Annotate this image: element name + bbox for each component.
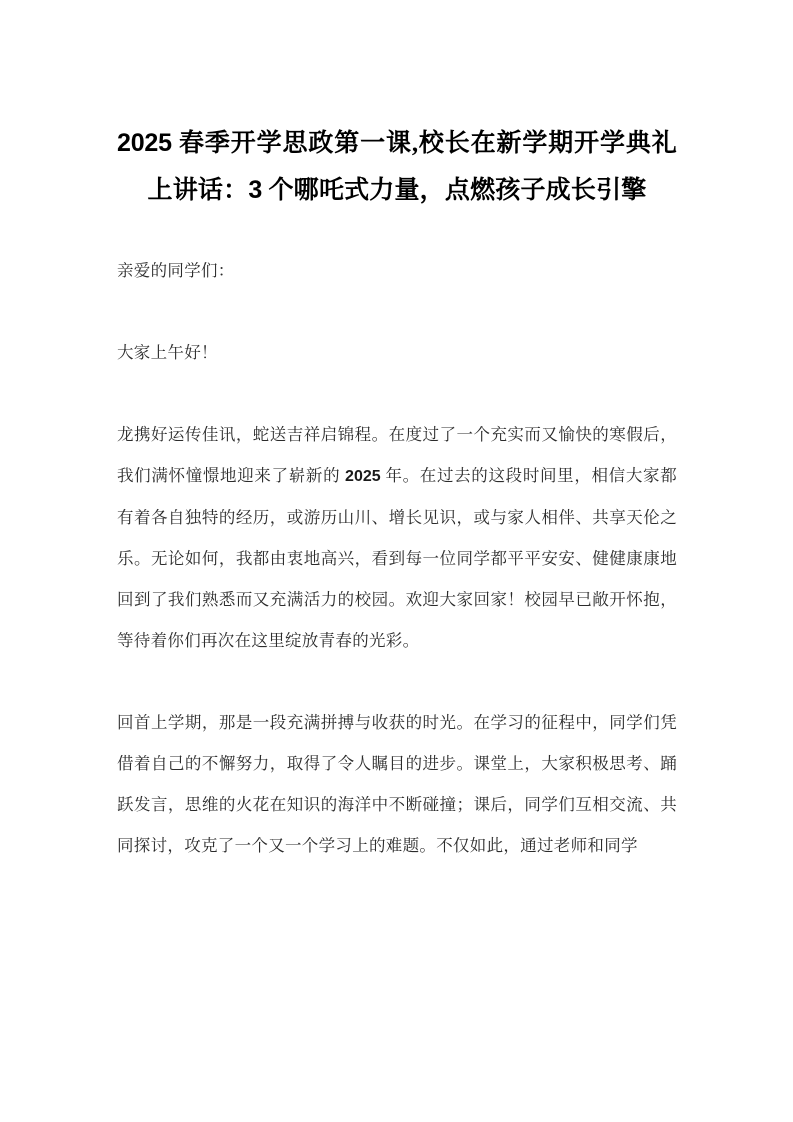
title-text-part-2: 个哪吒式力量，点燃孩子成长引擎 [262, 177, 647, 204]
body-paragraph-1 [117, 414, 677, 661]
salutation: 亲爱的同学们： [117, 261, 235, 280]
body-paragraph-2: 回首上学期，那是一段充满拼搏与收获的时光。在学习的征程中，同学们凭借着自己的不懈努力，取得了令人瞩目的进步。课堂上，大家积极思考、踊跃发言，思维的火花在知识的海洋中不断碰撞；课后，同学们互相交流、共同探讨，攻克了一个又一个学习上的难题。不仅如此，通过老师和同学 [117, 713, 677, 855]
title-count: 3 [248, 176, 263, 204]
title-year: 2025 [117, 129, 172, 157]
paragraph-1-year: 2025 [345, 468, 381, 485]
paragraph-1-part-2: 年。在过去的这段时间里，相信大家都有着各自独特的经历，或游历山川、增长见识，或与家人相伴、共享天伦之乐。无论如何，我都由衷地高兴，看到每一位同学都平平安安、健健康康地回到了我们熟悉而又充满活力的校园。欢迎大家回家！校园早已敞开怀抱，等待着你们再次在这里绽放青春的光彩。 [117, 466, 677, 650]
title-text-part-1: 春季开学思政第一课,校长在新学期开学典礼上讲话： [147, 130, 677, 204]
greeting: 大家上午好！ [117, 343, 218, 362]
paragraph-1-part-1: 龙携好运传佳讯，蛇送吉祥启锦程。在度过了一个充实而又愉快的寒假后，我们满怀憧憬地迎来了崭新的 [117, 425, 677, 485]
page-title [117, 120, 677, 214]
document-content [117, 120, 677, 866]
